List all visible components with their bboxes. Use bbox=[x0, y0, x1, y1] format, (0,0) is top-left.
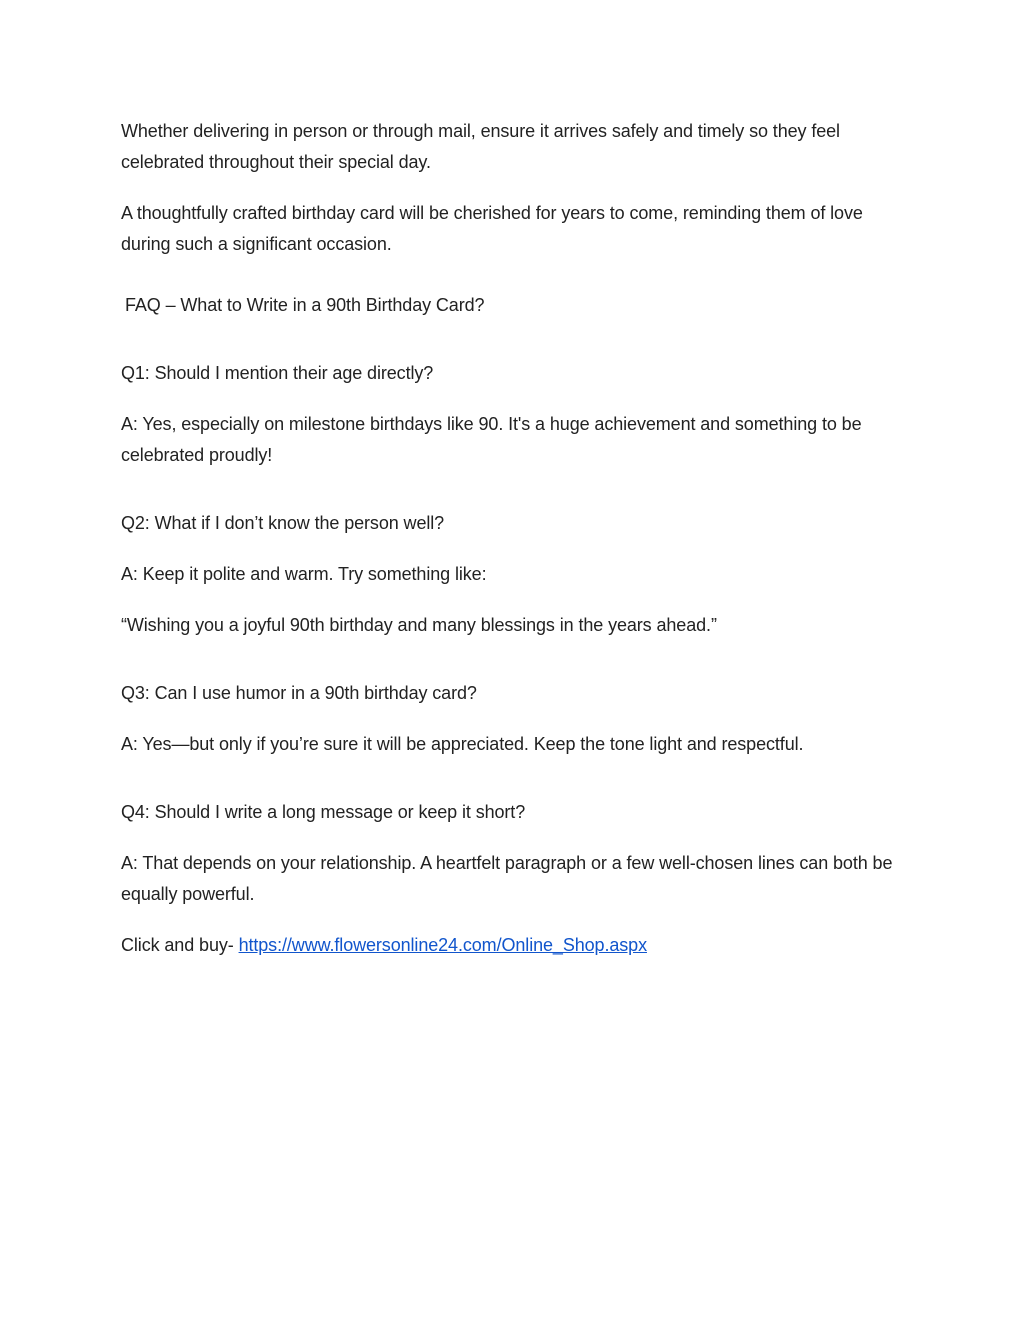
faq-answer-3: A: Yes—but only if you’re sure it will be appreciated. Keep the tone light and respectful. bbox=[121, 734, 804, 754]
faq-question-2: Q2: What if I don’t know the person well? bbox=[121, 513, 445, 533]
shop-link[interactable]: https://www.flowersonline24.com/Online_Shop.aspx bbox=[238, 935, 647, 955]
document-body bbox=[121, 116, 911, 961]
faq-question-4: Q4: Should I write a long message or keep it short? bbox=[121, 802, 526, 822]
intro-paragraph-2: A thoughtfully crafted birthday card will be cherished for years to come, reminding them of love during such a significant occasion. bbox=[121, 203, 863, 254]
faq-answer-1: A: Yes, especially on milestone birthdays like 90. It's a huge achievement and something to be celebrated proudly! bbox=[121, 414, 862, 465]
faq-heading: FAQ – What to Write in a 90th Birthday Card? bbox=[125, 295, 485, 315]
faq-question-1: Q1: Should I mention their age directly? bbox=[121, 363, 434, 383]
faq-answer-4: A: That depends on your relationship. A heartfelt paragraph or a few well-chosen lines can both be equally powerful. bbox=[121, 853, 893, 904]
faq-quote-2: “Wishing you a joyful 90th birthday and many blessings in the years ahead.” bbox=[121, 615, 717, 635]
cta-line bbox=[121, 930, 911, 961]
faq-answer-2: A: Keep it polite and warm. Try something like: bbox=[121, 564, 487, 584]
intro-paragraph-1: Whether delivering in person or through mail, ensure it arrives safely and timely so they feel celebrated throughout their special day. bbox=[121, 121, 840, 172]
faq-question-3: Q3: Can I use humor in a 90th birthday card? bbox=[121, 683, 477, 703]
cta-label: Click and buy- bbox=[121, 935, 239, 955]
